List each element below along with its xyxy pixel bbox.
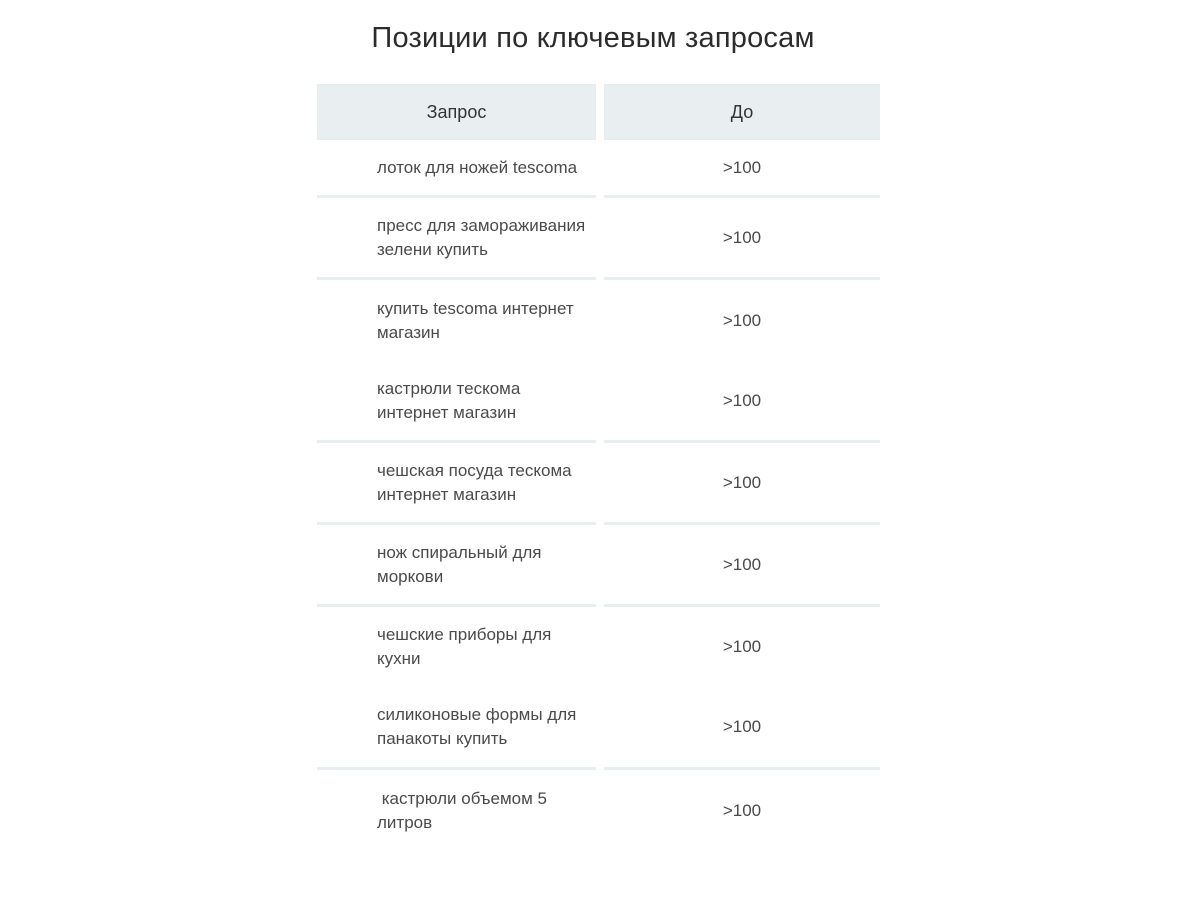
table-row — [317, 607, 880, 687]
header-before: До — [604, 84, 880, 140]
position-before-cell: >100 — [604, 362, 880, 443]
header-query: Запрос — [317, 84, 596, 140]
table-row — [317, 280, 880, 362]
query-cell: чешские приборы для кухни — [377, 625, 552, 668]
table-row — [317, 687, 880, 770]
query-cell: купить tescoma интернет магазин — [377, 299, 574, 342]
position-before-cell: >100 — [604, 140, 880, 198]
position-before-cell: >100 — [722, 801, 762, 820]
table-row — [317, 140, 880, 198]
table-row — [317, 770, 880, 852]
keyword-positions-table — [317, 84, 880, 852]
query-cell: пресс для замораживания зелени купить — [317, 198, 596, 280]
position-before-cell: >100 — [604, 443, 880, 525]
query-cell: силиконовые формы для панакоты купить — [317, 687, 596, 770]
query-cell: кастрюли объемом 5 литров — [377, 789, 552, 832]
query-cell: чешская посуда тескома интернет магазин — [317, 443, 596, 525]
query-cell: кастрюли тескома интернет магазин — [317, 362, 596, 443]
query-cell: лоток для ножей tescoma — [317, 140, 596, 198]
position-before-cell: >100 — [604, 198, 880, 280]
query-cell: нож спиральный для моркови — [317, 525, 596, 607]
page-title: Позиции по ключевым запросам — [371, 22, 815, 54]
table-header-row — [317, 84, 880, 140]
table-row — [317, 443, 880, 525]
position-before-cell: >100 — [722, 311, 762, 330]
table-row — [317, 198, 880, 280]
position-before-cell: >100 — [604, 525, 880, 607]
position-before-cell: >100 — [604, 687, 880, 770]
table-row — [317, 525, 880, 607]
position-before-cell: >100 — [722, 637, 762, 656]
table-row — [317, 362, 880, 443]
